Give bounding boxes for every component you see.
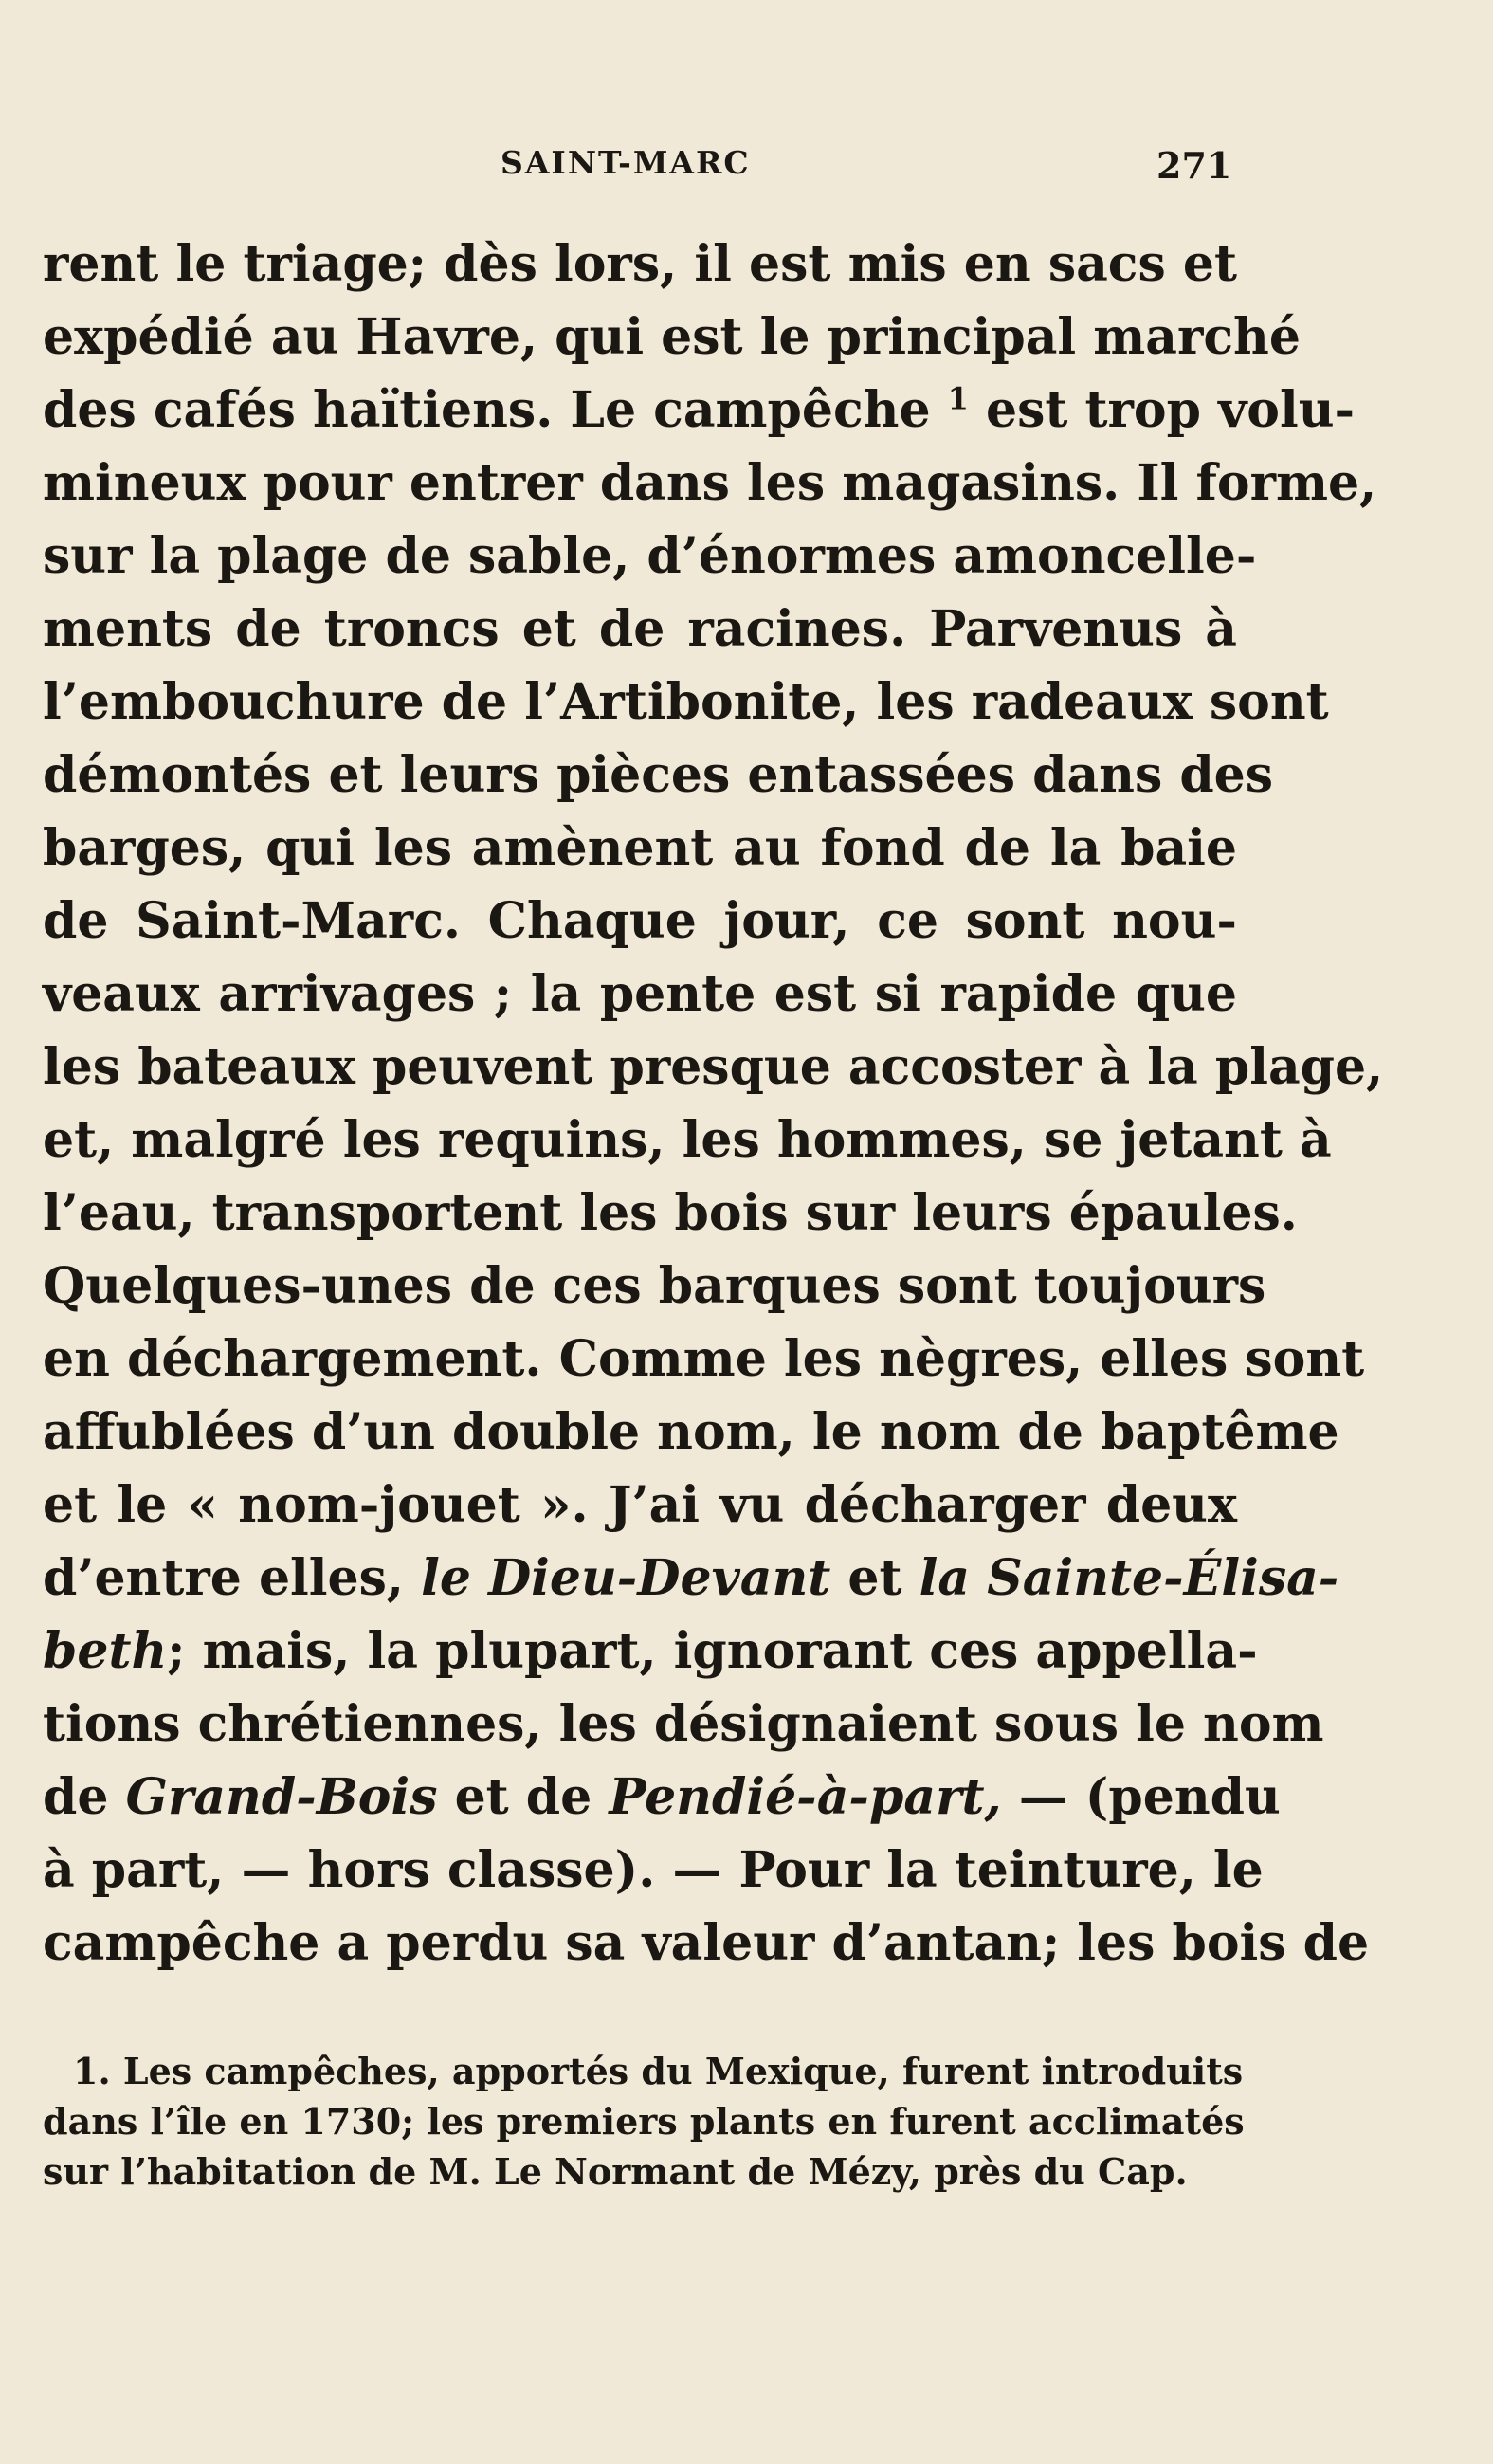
boat-name: Pendié-à-part, xyxy=(609,1768,1002,1826)
text-fragment: de xyxy=(43,1768,109,1826)
text-line: Quelques-unes de ces barques sont toujours xyxy=(43,1257,1266,1315)
text-line: mineux pour entrer dans les magasins. Il forme, xyxy=(43,454,1377,512)
text-line: et le « nom-jouet ». J’ai vu décharger deux xyxy=(43,1476,1237,1534)
page-number: 271 xyxy=(1156,144,1232,187)
text-fragment: et xyxy=(847,1549,902,1607)
boat-name: beth xyxy=(43,1622,168,1680)
text-line: de Saint-Marc. Chaque jour, ce sont nou- xyxy=(43,892,1237,950)
footnote-line xyxy=(43,2046,1244,2096)
text-line: ments de troncs et de racines. Parvenus à xyxy=(43,600,1237,658)
text-line: campêche a perdu sa valeur d’antan; les bois de xyxy=(43,1914,1370,1972)
text-line: les bateaux peuvent presque accoster à la plage, xyxy=(43,1038,1384,1096)
text-line: l’embouchure de l’Artibonite, les radeaux sont xyxy=(43,673,1329,731)
body-text xyxy=(43,228,1384,1980)
text-fragment: est trop volu- xyxy=(986,381,1356,439)
footnote-ref: 1 xyxy=(947,380,969,417)
footnote-number: 1. xyxy=(73,2050,111,2092)
running-title: SAINT-MARC xyxy=(501,144,751,181)
text-line: rent le triage; dès lors, il est mis en sacs et xyxy=(43,235,1237,293)
text-line xyxy=(43,374,1356,447)
text-fragment: ; mais, la plupart, ignorant ces appella- xyxy=(167,1622,1258,1680)
footnote-line: dans l’île en 1730; les premiers plants en furent acclimatés xyxy=(43,2100,1245,2143)
footnote-text: Les campêches, apportés du Mexique, furent introduits xyxy=(122,2050,1244,2092)
text-line: l’eau, transportent les bois sur leurs épaules. xyxy=(43,1184,1298,1242)
text-line: à part, — hors classe). — Pour la teinture, le xyxy=(43,1841,1264,1899)
text-fragment: des cafés haïtiens. Le campêche xyxy=(43,381,931,439)
text-fragment: — (pendu xyxy=(1018,1768,1281,1826)
boat-name: le Dieu-Devant xyxy=(421,1549,831,1607)
footnote-line: sur l’habitation de M. Le Normant de Mézy, près du Cap. xyxy=(43,2150,1188,2193)
text-line xyxy=(43,1542,1339,1615)
boat-name: Grand-Bois xyxy=(125,1768,438,1826)
text-line: affublées d’un double nom, le nom de baptême xyxy=(43,1403,1339,1461)
text-line: barges, qui les amènent au fond de la baie xyxy=(43,819,1237,877)
text-line: tions chrétiennes, les désignaient sous le nom xyxy=(43,1695,1324,1753)
footnotes xyxy=(43,2046,1245,2197)
running-head xyxy=(0,144,1493,192)
text-line: sur la plage de sable, d’énormes amoncelle- xyxy=(43,527,1257,585)
text-fragment: et de xyxy=(454,1768,592,1826)
text-line: démontés et leurs pièces entassées dans des xyxy=(43,746,1274,804)
boat-name: la Sainte-Élisa- xyxy=(919,1549,1339,1607)
text-line xyxy=(43,1761,1281,1834)
text-line: expédié au Havre, qui est le principal marché xyxy=(43,308,1301,366)
text-line: en déchargement. Comme les nègres, elles sont xyxy=(43,1330,1365,1388)
text-line xyxy=(43,1615,1258,1688)
text-line: et, malgré les requins, les hommes, se jetant à xyxy=(43,1111,1332,1169)
text-fragment: d’entre elles, xyxy=(43,1549,405,1607)
text-line: veaux arrivages ; la pente est si rapide que xyxy=(43,965,1237,1023)
